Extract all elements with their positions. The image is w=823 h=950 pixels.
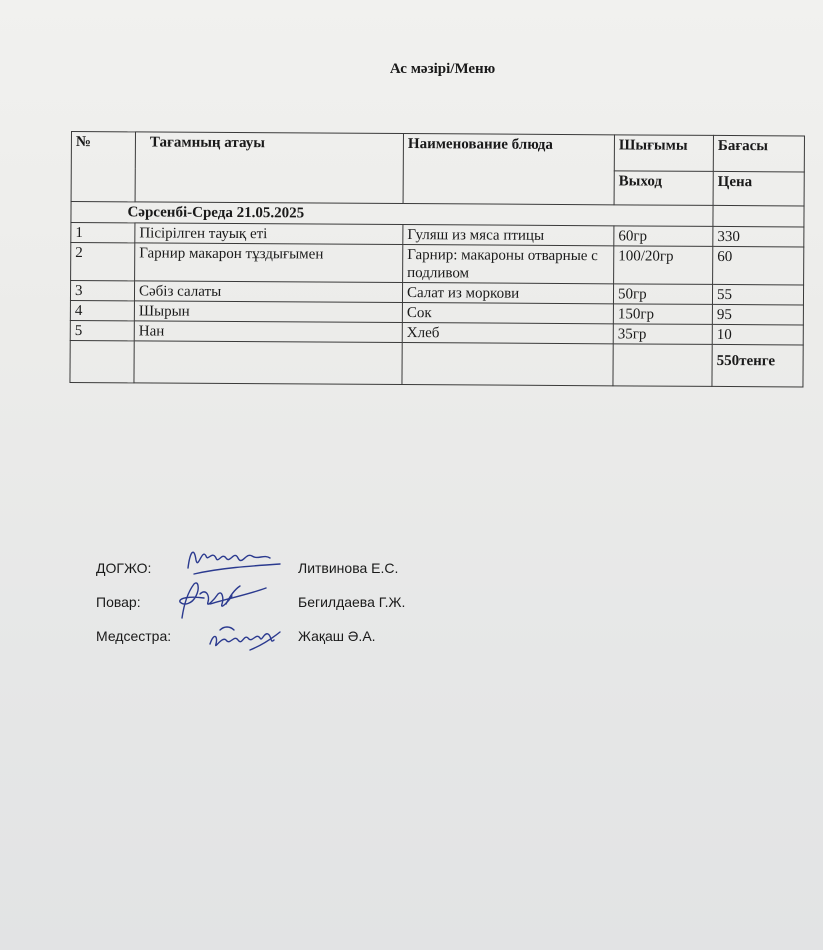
total-row [70, 340, 803, 386]
row-number: 4 [70, 300, 134, 320]
dish-name-kz: Гарнир макарон тұздығымен [135, 243, 403, 283]
table-row [71, 243, 804, 285]
dish-name-ru: Гуляш из мяса птицы [403, 225, 614, 246]
total-empty-cell [70, 340, 134, 382]
signature-role: Медсестра: [96, 628, 172, 644]
dish-name-ru: Салат из моркови [402, 283, 613, 304]
row-number: 1 [71, 223, 135, 243]
header-price-ru: Цена [713, 171, 804, 206]
total-empty-cell [613, 344, 712, 387]
header-name-ru: Наименование блюда [403, 134, 614, 205]
dish-name-kz: Шырын [134, 301, 402, 323]
total-empty-cell [402, 343, 613, 386]
day-row-empty-cell [713, 205, 804, 227]
dish-output: 35гр [613, 324, 712, 345]
row-number: 2 [71, 243, 135, 281]
dish-name-ru: Хлеб [402, 323, 613, 344]
signature-row-nurse [96, 628, 496, 662]
dish-output: 150гр [613, 304, 712, 325]
day-label: Сәрсенбі-Среда 21.05.2025 [71, 202, 713, 227]
dish-name-ru: Гарнир: макароны отварные с подливом [403, 245, 614, 284]
dish-output: 100/20гр [614, 246, 713, 285]
row-number: 5 [70, 320, 134, 340]
header-output-ru: Выход [614, 171, 713, 206]
header-price-kz: Бағасы [713, 135, 804, 172]
dish-price: 330 [713, 226, 804, 247]
dish-price: 10 [712, 324, 803, 345]
signatures-block [96, 560, 496, 662]
dish-name-kz: Пісірілген тауық еті [135, 223, 403, 245]
dish-price: 95 [712, 304, 803, 325]
table-header-row [71, 132, 804, 172]
dish-name-ru: Сок [402, 303, 613, 324]
total-empty-cell [134, 341, 402, 385]
header-output-kz: Шығымы [614, 135, 713, 172]
header-name-kz: Тағамның атауы [135, 132, 403, 204]
signature-name: Бегилдаева Г.Ж. [298, 594, 406, 610]
header-number: № [71, 132, 135, 202]
page-title: Ас мәзірі/Меню [389, 61, 496, 77]
dish-name-kz: Нан [134, 321, 402, 343]
dish-output: 60гр [614, 226, 713, 247]
signature-row-director [96, 560, 496, 594]
row-number: 3 [70, 281, 134, 301]
dish-price: 55 [712, 284, 803, 305]
handwritten-signature-nurse [200, 610, 310, 658]
dish-output: 50гр [613, 284, 712, 305]
signature-role: ДОГЖО: [96, 560, 152, 576]
menu-table [69, 131, 805, 387]
dish-name-kz: Сәбіз салаты [134, 281, 402, 303]
signature-name: Жақаш Ә.А. [298, 628, 376, 644]
dish-price: 60 [713, 246, 804, 285]
total-sum: 550тенге [712, 344, 803, 387]
signature-role: Повар: [96, 594, 141, 610]
signature-name: Литвинова Е.С. [298, 560, 399, 576]
